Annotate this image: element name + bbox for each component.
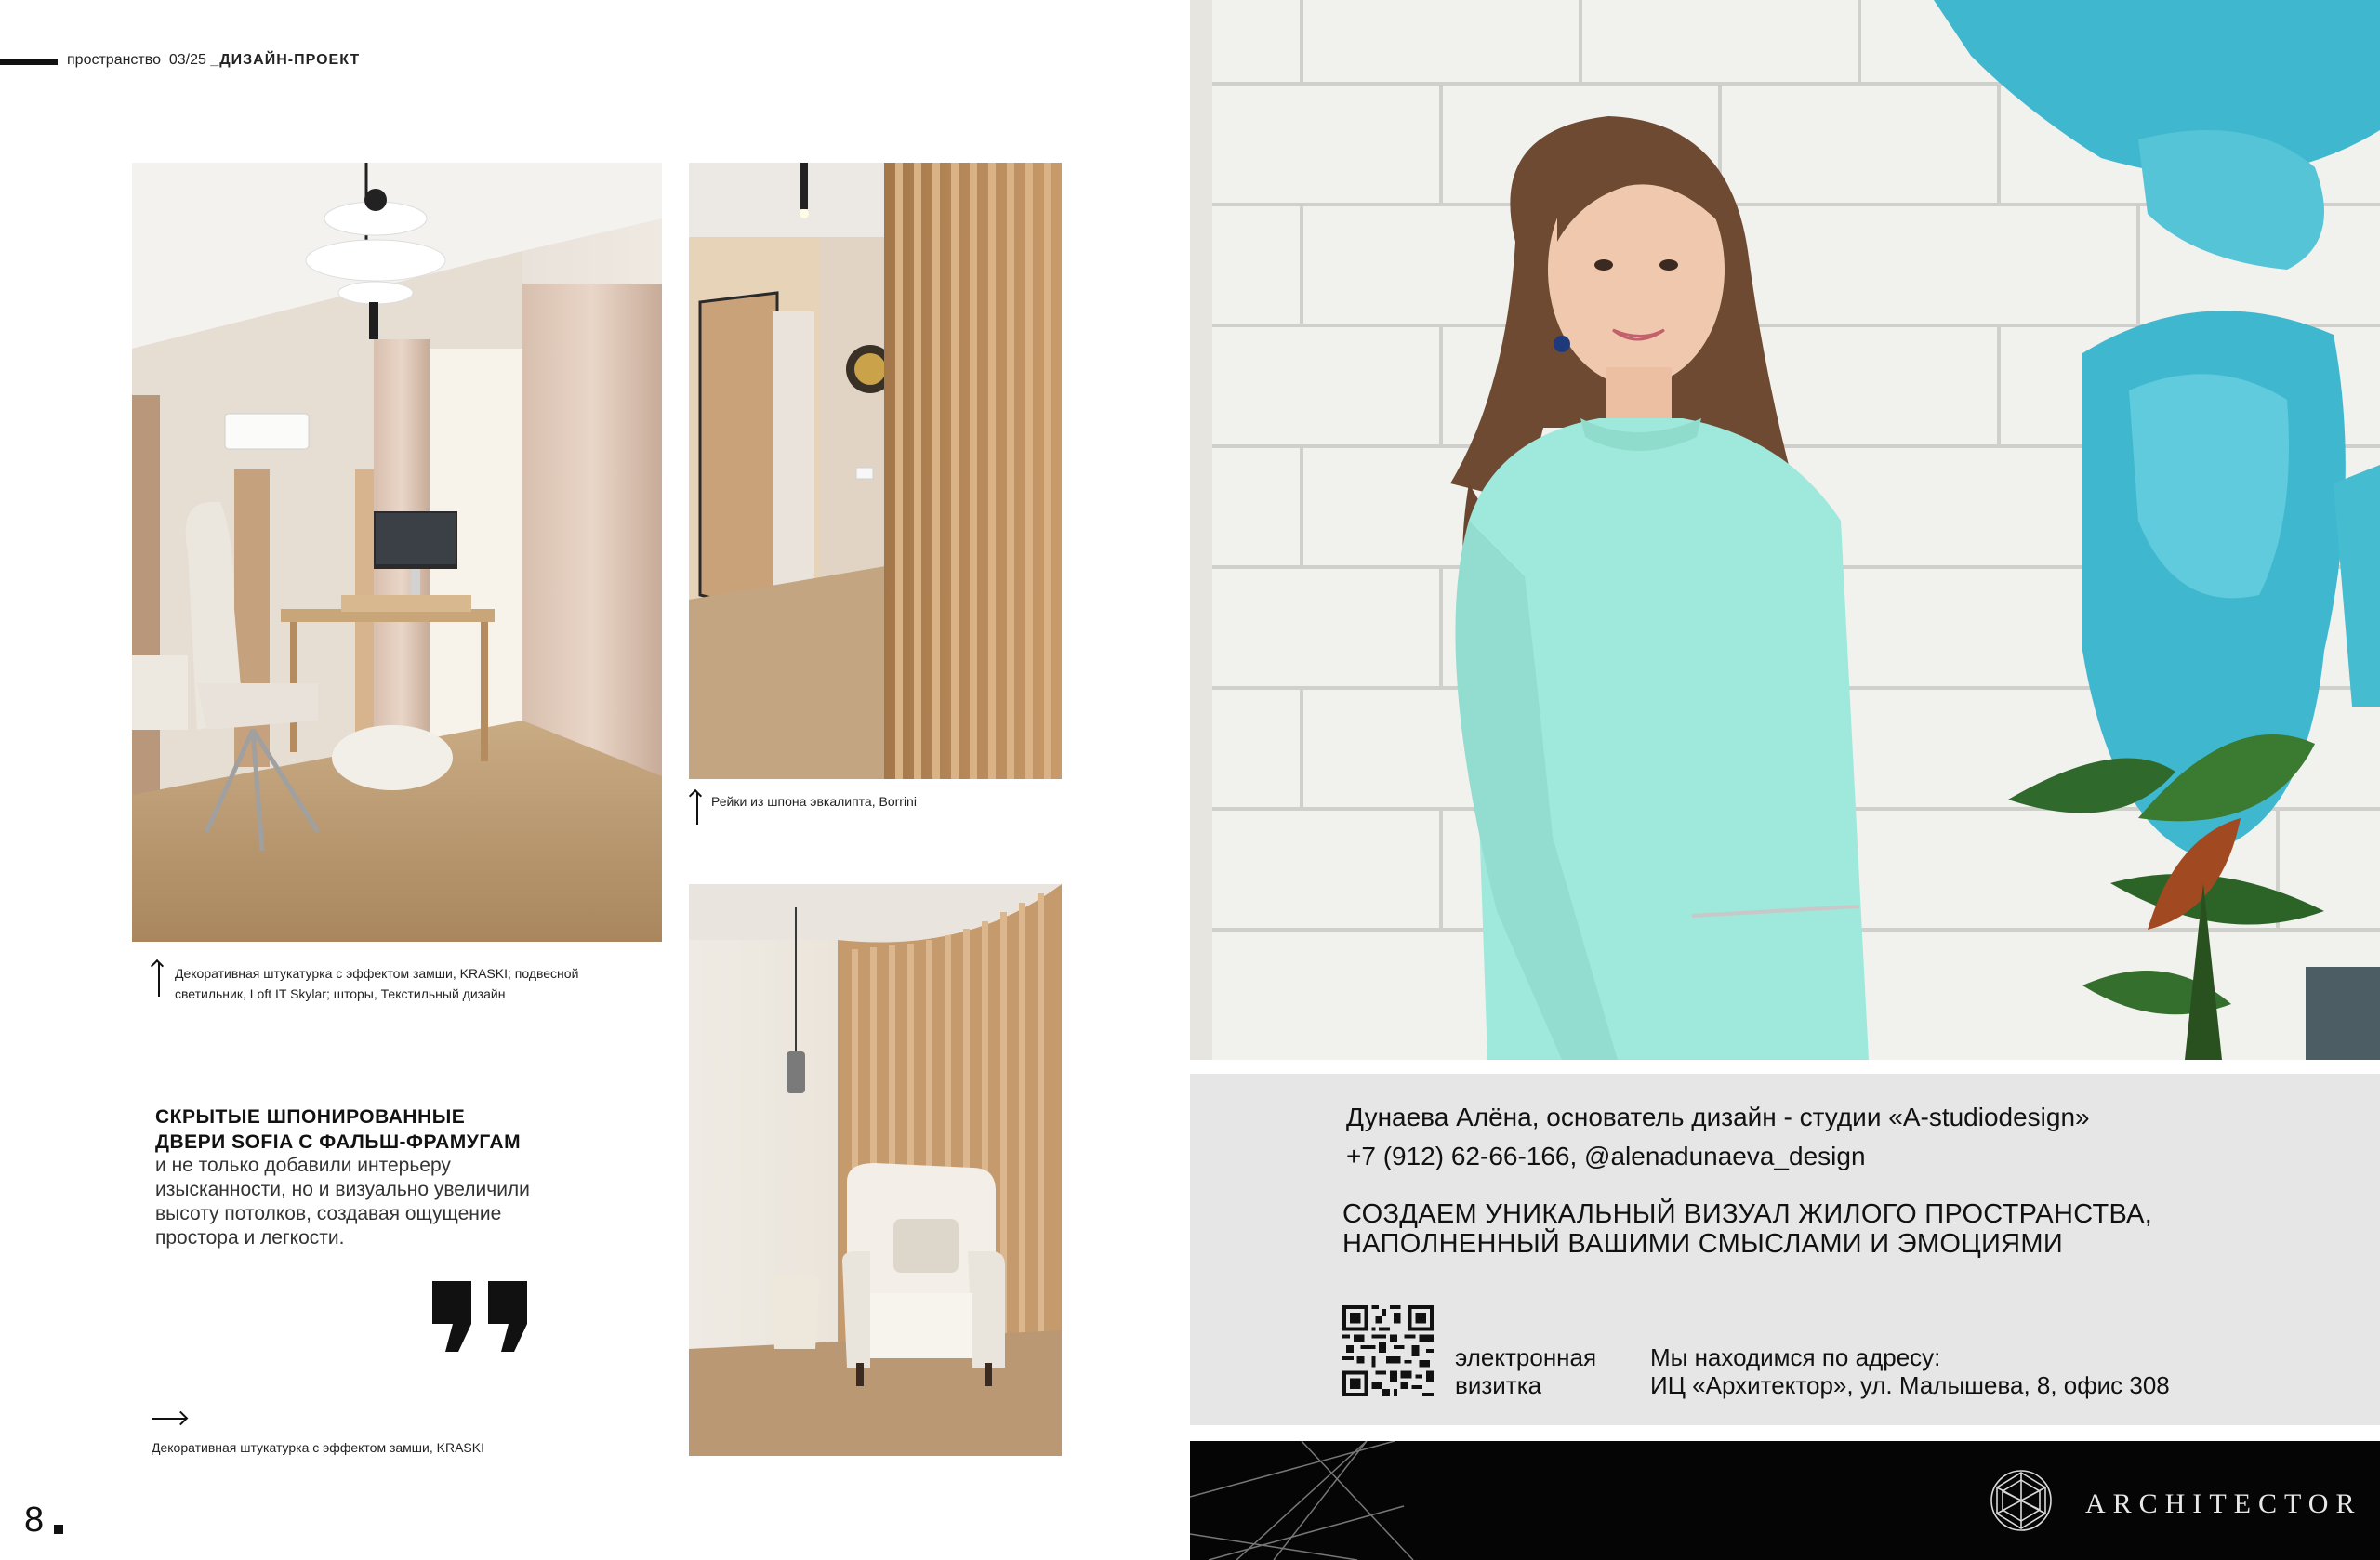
feature-body: и не только добавили интерьеру изысканности, но и визуально увеличили высоту потолков, создавая ощущение простора и легкости.: [155, 1155, 530, 1249]
architector-logo-icon: [1988, 1467, 2055, 1539]
feature-title: [155, 1104, 521, 1155]
address-line: ИЦ «Архитектор», ул. Малышева, 8, офис 308: [1650, 1371, 2170, 1399]
designer-contacts[interactable]: +7 (912) 62-66-166, @alenadunaeva_design: [1346, 1142, 1866, 1170]
header-rule: [0, 59, 58, 65]
feature-title-line: ДВЕРИ SOFIA С ФАЛЬШ-ФРАМУГАМ: [155, 1131, 522, 1153]
office-caption: Декоративная штукатурка с эффектом замши, KRASKI; подвесной светильник, Loft IT Skylar; шторы, Текстильный дизайн: [175, 966, 579, 1001]
hallway-photo: [689, 163, 1062, 779]
slogan-line: СОЗДАЕМ УНИКАЛЬНЫЙ ВИЗУАЛ ЖИЛОГО ПРОСТРАНСТВА,: [1342, 1199, 2153, 1229]
qr-label-line: электронная: [1455, 1343, 1597, 1371]
address-line: Мы находимся по адресу:: [1650, 1343, 1941, 1371]
studio-slogan: [1342, 1199, 2152, 1259]
page-number-dot: [54, 1525, 63, 1534]
header-section: пространство: [67, 52, 161, 68]
office-photo: [132, 163, 662, 942]
studio-address: [1650, 1343, 2170, 1399]
arrow-up-icon: [696, 793, 698, 825]
brand-name: ARCHITECTOR: [2085, 1488, 2362, 1519]
slats-caption: Рейки из шпона эвкалипта, Borrini: [711, 794, 917, 809]
bottom-caption: Декоративная штукатурка с эффектом замши, KRASKI: [152, 1440, 484, 1455]
header-title: _ДИЗАЙН-ПРОЕКТ: [210, 52, 361, 68]
qr-label: [1455, 1343, 1596, 1399]
quote-mark-icon: [432, 1281, 535, 1360]
arrow-up-icon: [158, 963, 160, 997]
arrow-right-icon: [152, 1418, 186, 1420]
feature-title-line: СКРЫТЫЕ ШПОНИРОВАННЫЕ: [155, 1106, 466, 1128]
running-header: [67, 52, 360, 69]
page-number: 8: [24, 1501, 45, 1540]
slogan-line: НАПОЛНЕННЫЙ ВАШИМИ СМЫСЛАМИ И ЭМОЦИЯМИ: [1342, 1229, 2063, 1259]
designer-portrait: [1190, 0, 2380, 1060]
qr-label-line: визитка: [1455, 1371, 1542, 1399]
armchair-photo: [689, 884, 1062, 1456]
designer-name: Дунаева Алёна, основатель дизайн - студии «A-studiodesign»: [1346, 1103, 2090, 1131]
qr-code-icon[interactable]: [1342, 1305, 1434, 1396]
header-issue: 03/25: [168, 52, 206, 68]
